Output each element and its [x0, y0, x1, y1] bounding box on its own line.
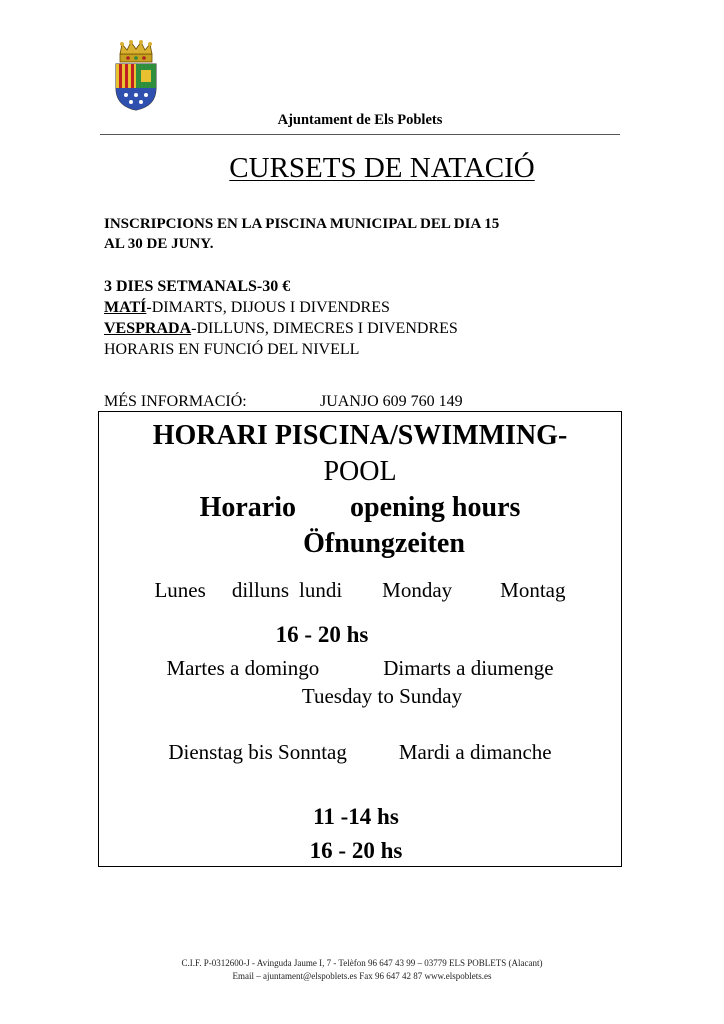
course-schedule	[104, 276, 624, 360]
morning-line	[104, 297, 624, 318]
level-note: HORARIS EN FUNCIÓ DEL NIVELL	[104, 341, 360, 358]
monday-hours: 16 - 20 hs	[275, 622, 369, 647]
tue-sun-row-2	[99, 740, 621, 765]
monday-row	[99, 578, 621, 603]
footer-address: C.I.F. P-0312600-J - Avinguda Jaume I, 7 - Telèfon 96 647 43 99 – 03779 ELS POBLETS (Alacant)	[181, 958, 543, 968]
opening-hours-label: opening hours	[350, 492, 521, 523]
more-info	[104, 393, 463, 411]
hours-heading-row	[99, 492, 621, 524]
registration-line-2: AL 30 DE JUNY.	[104, 236, 214, 252]
monday-de: Montag	[500, 578, 566, 602]
evening-line	[104, 318, 624, 339]
monday-fr: lundi	[299, 578, 343, 602]
monday-ca: dilluns	[231, 578, 289, 602]
monday-en: Monday	[382, 578, 453, 602]
morning-days: -DIMARTS, DIJOUS I DIVENDRES	[146, 299, 390, 316]
pool-hours-title-line-1: HORARI PISCINA/SWIMMING-	[152, 420, 568, 451]
registration-notice	[104, 214, 624, 254]
header-divider	[100, 134, 620, 135]
tue-sun-fr: Mardi a dimanche	[398, 740, 552, 764]
pool-hours-box	[98, 411, 622, 867]
morning-label: MATÍ	[104, 299, 147, 316]
contact-phone: JUANJO 609 760 149	[320, 393, 463, 410]
evening-label: VESPRADA	[104, 320, 192, 337]
monday-es: Lunes	[154, 578, 206, 602]
tue-sun-row-1	[99, 656, 621, 681]
evening-days: -DILLUNS, DIMECRES I DIVENDRES	[191, 320, 458, 337]
tue-sun-en: Tuesday to Sunday	[301, 684, 463, 708]
registration-line-1: INSCRIPCIONS EN LA PISCINA MUNICIPAL DEL DIA 15	[104, 216, 500, 232]
tue-sun-hours-2: 16 - 20 hs	[309, 838, 403, 863]
tue-sun-de: Dienstag bis Sonntag	[168, 740, 347, 764]
tue-sun-ca: Dimarts a diumenge	[383, 656, 554, 680]
municipal-coat-of-arms-icon	[112, 40, 160, 112]
price-line: 3 DIES SETMANALS-30 €	[104, 278, 291, 295]
page-title: CURSETS DE NATACIÓ	[229, 152, 535, 184]
tue-sun-hours-1: 11 -14 hs	[313, 804, 399, 829]
tue-sun-es: Martes a domingo	[166, 656, 320, 680]
more-info-label: MÉS INFORMACIÓ:	[104, 393, 247, 410]
horario-label: Horario	[199, 492, 296, 523]
pool-hours-title-line-2: POOL	[323, 456, 397, 487]
oeffnungszeiten-label: Öfnungzeiten	[303, 528, 465, 559]
town-hall-name: Ajuntament de Els Poblets	[277, 112, 443, 128]
footer-contact: Email – ajuntament@elspoblets.es Fax 96 647 42 87 www.elspoblets.es	[232, 971, 492, 981]
